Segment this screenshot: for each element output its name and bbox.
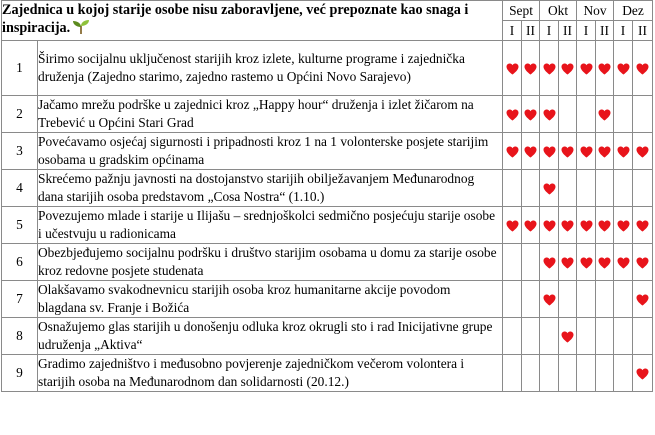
half-label: I: [540, 21, 559, 41]
half-label: II: [596, 21, 614, 41]
schedule-cell: [596, 355, 614, 392]
schedule-cell: [540, 318, 559, 355]
row-number: 2: [2, 96, 38, 133]
schedule-cell: [503, 355, 522, 392]
schedule-cell: [633, 318, 653, 355]
month-okt: Okt: [540, 1, 577, 21]
table-row: [2, 355, 653, 392]
heart-icon: [598, 109, 611, 121]
heart-icon: [524, 146, 537, 158]
schedule-cell: [503, 170, 522, 207]
heart-icon: [636, 220, 649, 232]
schedule-cell: [559, 318, 577, 355]
heart-icon: [561, 146, 574, 158]
heart-icon: [524, 109, 537, 121]
schedule-cell: [522, 318, 540, 355]
heart-icon: [598, 146, 611, 158]
half-label: II: [559, 21, 577, 41]
month-nov: Nov: [577, 1, 614, 21]
schedule-cell: [540, 170, 559, 207]
activity-description: Osnažujemo glas starijih u donošenju odluka kroz okrugli sto i rad Inicijativne grupe udruženja „Aktiva“: [38, 318, 503, 355]
schedule-cell: [577, 41, 596, 96]
heart-icon: [543, 109, 556, 121]
schedule-cell: [614, 207, 633, 244]
schedule-cell: [522, 244, 540, 281]
activity-description: Skrećemo pažnju javnosti na dostojanstvo starijih obilježavanjem Međunarodnog dana starijih osoba predstavom „Cosa Nostra“ (1.10.): [38, 170, 503, 207]
row-number: 9: [2, 355, 38, 392]
schedule-cell: [633, 355, 653, 392]
schedule-cell: [577, 355, 596, 392]
table-row: [2, 318, 653, 355]
schedule-cell: [503, 318, 522, 355]
schedule-cell: [540, 281, 559, 318]
heart-icon: [561, 331, 574, 343]
schedule-cell: [633, 96, 653, 133]
heart-icon: [506, 109, 519, 121]
schedule-cell: [577, 207, 596, 244]
heart-icon: [617, 220, 630, 232]
schedule-cell: [633, 41, 653, 96]
row-number: 8: [2, 318, 38, 355]
schedule-cell: [522, 170, 540, 207]
schedule-cell: [540, 355, 559, 392]
schedule-cell: [614, 318, 633, 355]
schedule-cell: [540, 244, 559, 281]
schedule-cell: [559, 281, 577, 318]
heart-icon: [543, 63, 556, 75]
schedule-cell: [596, 318, 614, 355]
schedule-cell: [503, 244, 522, 281]
schedule-cell: [633, 207, 653, 244]
schedule-cell: [614, 244, 633, 281]
month-sept: Sept: [503, 1, 540, 21]
heart-icon: [636, 294, 649, 306]
activity-plan-table: [1, 0, 653, 392]
schedule-cell: [559, 133, 577, 170]
schedule-cell: [522, 41, 540, 96]
schedule-cell: [503, 133, 522, 170]
schedule-cell: [596, 281, 614, 318]
schedule-cell: [633, 170, 653, 207]
heart-icon: [636, 63, 649, 75]
heart-icon: [506, 146, 519, 158]
schedule-cell: [559, 41, 577, 96]
table-row: [2, 133, 653, 170]
half-label: I: [614, 21, 633, 41]
schedule-cell: [614, 355, 633, 392]
heart-icon: [506, 63, 519, 75]
schedule-cell: [503, 281, 522, 318]
schedule-cell: [559, 96, 577, 133]
schedule-cell: [596, 41, 614, 96]
schedule-cell: [522, 96, 540, 133]
heart-icon: [524, 220, 537, 232]
month-dez: Dez: [614, 1, 653, 21]
schedule-cell: [522, 281, 540, 318]
heart-icon: [617, 146, 630, 158]
row-number: 5: [2, 207, 38, 244]
table-row: [2, 244, 653, 281]
activity-description: Povećavamo osjećaj sigurnosti i pripadnosti kroz 1 na 1 volonterske posjete starijim osobama u gradskim općinama: [38, 133, 503, 170]
heart-icon: [636, 146, 649, 158]
title-text: Zajednica u kojoj starije osobe nisu zaboravljene, već prepoznate kao snaga i inspiracija.: [2, 2, 469, 36]
schedule-cell: [522, 355, 540, 392]
heart-icon: [580, 220, 593, 232]
schedule-cell: [596, 244, 614, 281]
table-row: [2, 170, 653, 207]
half-label: I: [503, 21, 522, 41]
schedule-cell: [633, 133, 653, 170]
activity-description: Gradimo zajedništvo i međusobno povjerenje zajedničkom večerom volontera i starijih osoba na Međunarodnom dan solidarnosti (20.12.): [38, 355, 503, 392]
heart-icon: [506, 220, 519, 232]
schedule-cell: [596, 96, 614, 133]
schedule-cell: [596, 207, 614, 244]
activity-description: Olakšavamo svakodnevnicu starijih osoba kroz humanitarne akcije povodom blagdana sv. Franje i Božića: [38, 281, 503, 318]
schedule-cell: [522, 207, 540, 244]
schedule-cell: [540, 96, 559, 133]
heart-icon: [524, 63, 537, 75]
schedule-cell: [596, 133, 614, 170]
schedule-cell: [577, 170, 596, 207]
heart-icon: [543, 294, 556, 306]
heart-icon: [580, 146, 593, 158]
schedule-cell: [577, 133, 596, 170]
row-number: 7: [2, 281, 38, 318]
schedule-cell: [559, 355, 577, 392]
schedule-cell: [522, 133, 540, 170]
heart-icon: [543, 257, 556, 269]
row-number: 4: [2, 170, 38, 207]
schedule-cell: [577, 318, 596, 355]
schedule-cell: [614, 170, 633, 207]
heart-icon: [598, 257, 611, 269]
half-label: II: [522, 21, 540, 41]
heart-icon: [598, 220, 611, 232]
schedule-cell: [614, 133, 633, 170]
sprout-icon: [72, 19, 90, 40]
schedule-cell: [540, 41, 559, 96]
heart-icon: [543, 146, 556, 158]
schedule-cell: [503, 96, 522, 133]
activity-description: Širimo socijalnu uključenost starijih kroz izlete, kulturne programe i zajednička druženja (Zajedno starimo, zajedno rastemo u Općini Novo Sarajevo): [38, 41, 503, 96]
schedule-cell: [503, 207, 522, 244]
table-title: [2, 1, 503, 41]
row-number: 6: [2, 244, 38, 281]
header-row-months: [2, 1, 653, 21]
heart-icon: [561, 220, 574, 232]
schedule-cell: [577, 281, 596, 318]
heart-icon: [580, 63, 593, 75]
schedule-cell: [503, 41, 522, 96]
heart-icon: [543, 220, 556, 232]
activity-description: Jačamo mrežu podrške u zajednici kroz „Happy hour“ druženja i izlet žičarom na Trebević u Općini Stari Grad: [38, 96, 503, 133]
table-row: [2, 96, 653, 133]
heart-icon: [636, 257, 649, 269]
schedule-cell: [614, 41, 633, 96]
activity-description: Povezujemo mlade i starije u Ilijašu – srednjoškolci sedmično posjećuju starije osobe i učestvuju u radionicama: [38, 207, 503, 244]
heart-icon: [598, 63, 611, 75]
activity-description: Obezbjeđujemo socijalnu podršku i društvo starijim osobama u domu za starije osobe kroz redovne posjete studenata: [38, 244, 503, 281]
schedule-cell: [559, 207, 577, 244]
heart-icon: [636, 368, 649, 380]
schedule-cell: [559, 244, 577, 281]
schedule-cell: [559, 170, 577, 207]
heart-icon: [561, 257, 574, 269]
schedule-cell: [614, 96, 633, 133]
heart-icon: [561, 63, 574, 75]
half-label: I: [577, 21, 596, 41]
heart-icon: [543, 183, 556, 195]
schedule-cell: [633, 244, 653, 281]
schedule-cell: [540, 133, 559, 170]
half-label: II: [633, 21, 653, 41]
heart-icon: [617, 257, 630, 269]
row-number: 3: [2, 133, 38, 170]
heart-icon: [617, 63, 630, 75]
table-row: [2, 207, 653, 244]
schedule-cell: [577, 244, 596, 281]
schedule-cell: [596, 170, 614, 207]
row-number: 1: [2, 41, 38, 96]
schedule-cell: [540, 207, 559, 244]
heart-icon: [580, 257, 593, 269]
schedule-cell: [633, 281, 653, 318]
table-row: [2, 281, 653, 318]
schedule-cell: [614, 281, 633, 318]
schedule-cell: [577, 96, 596, 133]
table-row: [2, 41, 653, 96]
